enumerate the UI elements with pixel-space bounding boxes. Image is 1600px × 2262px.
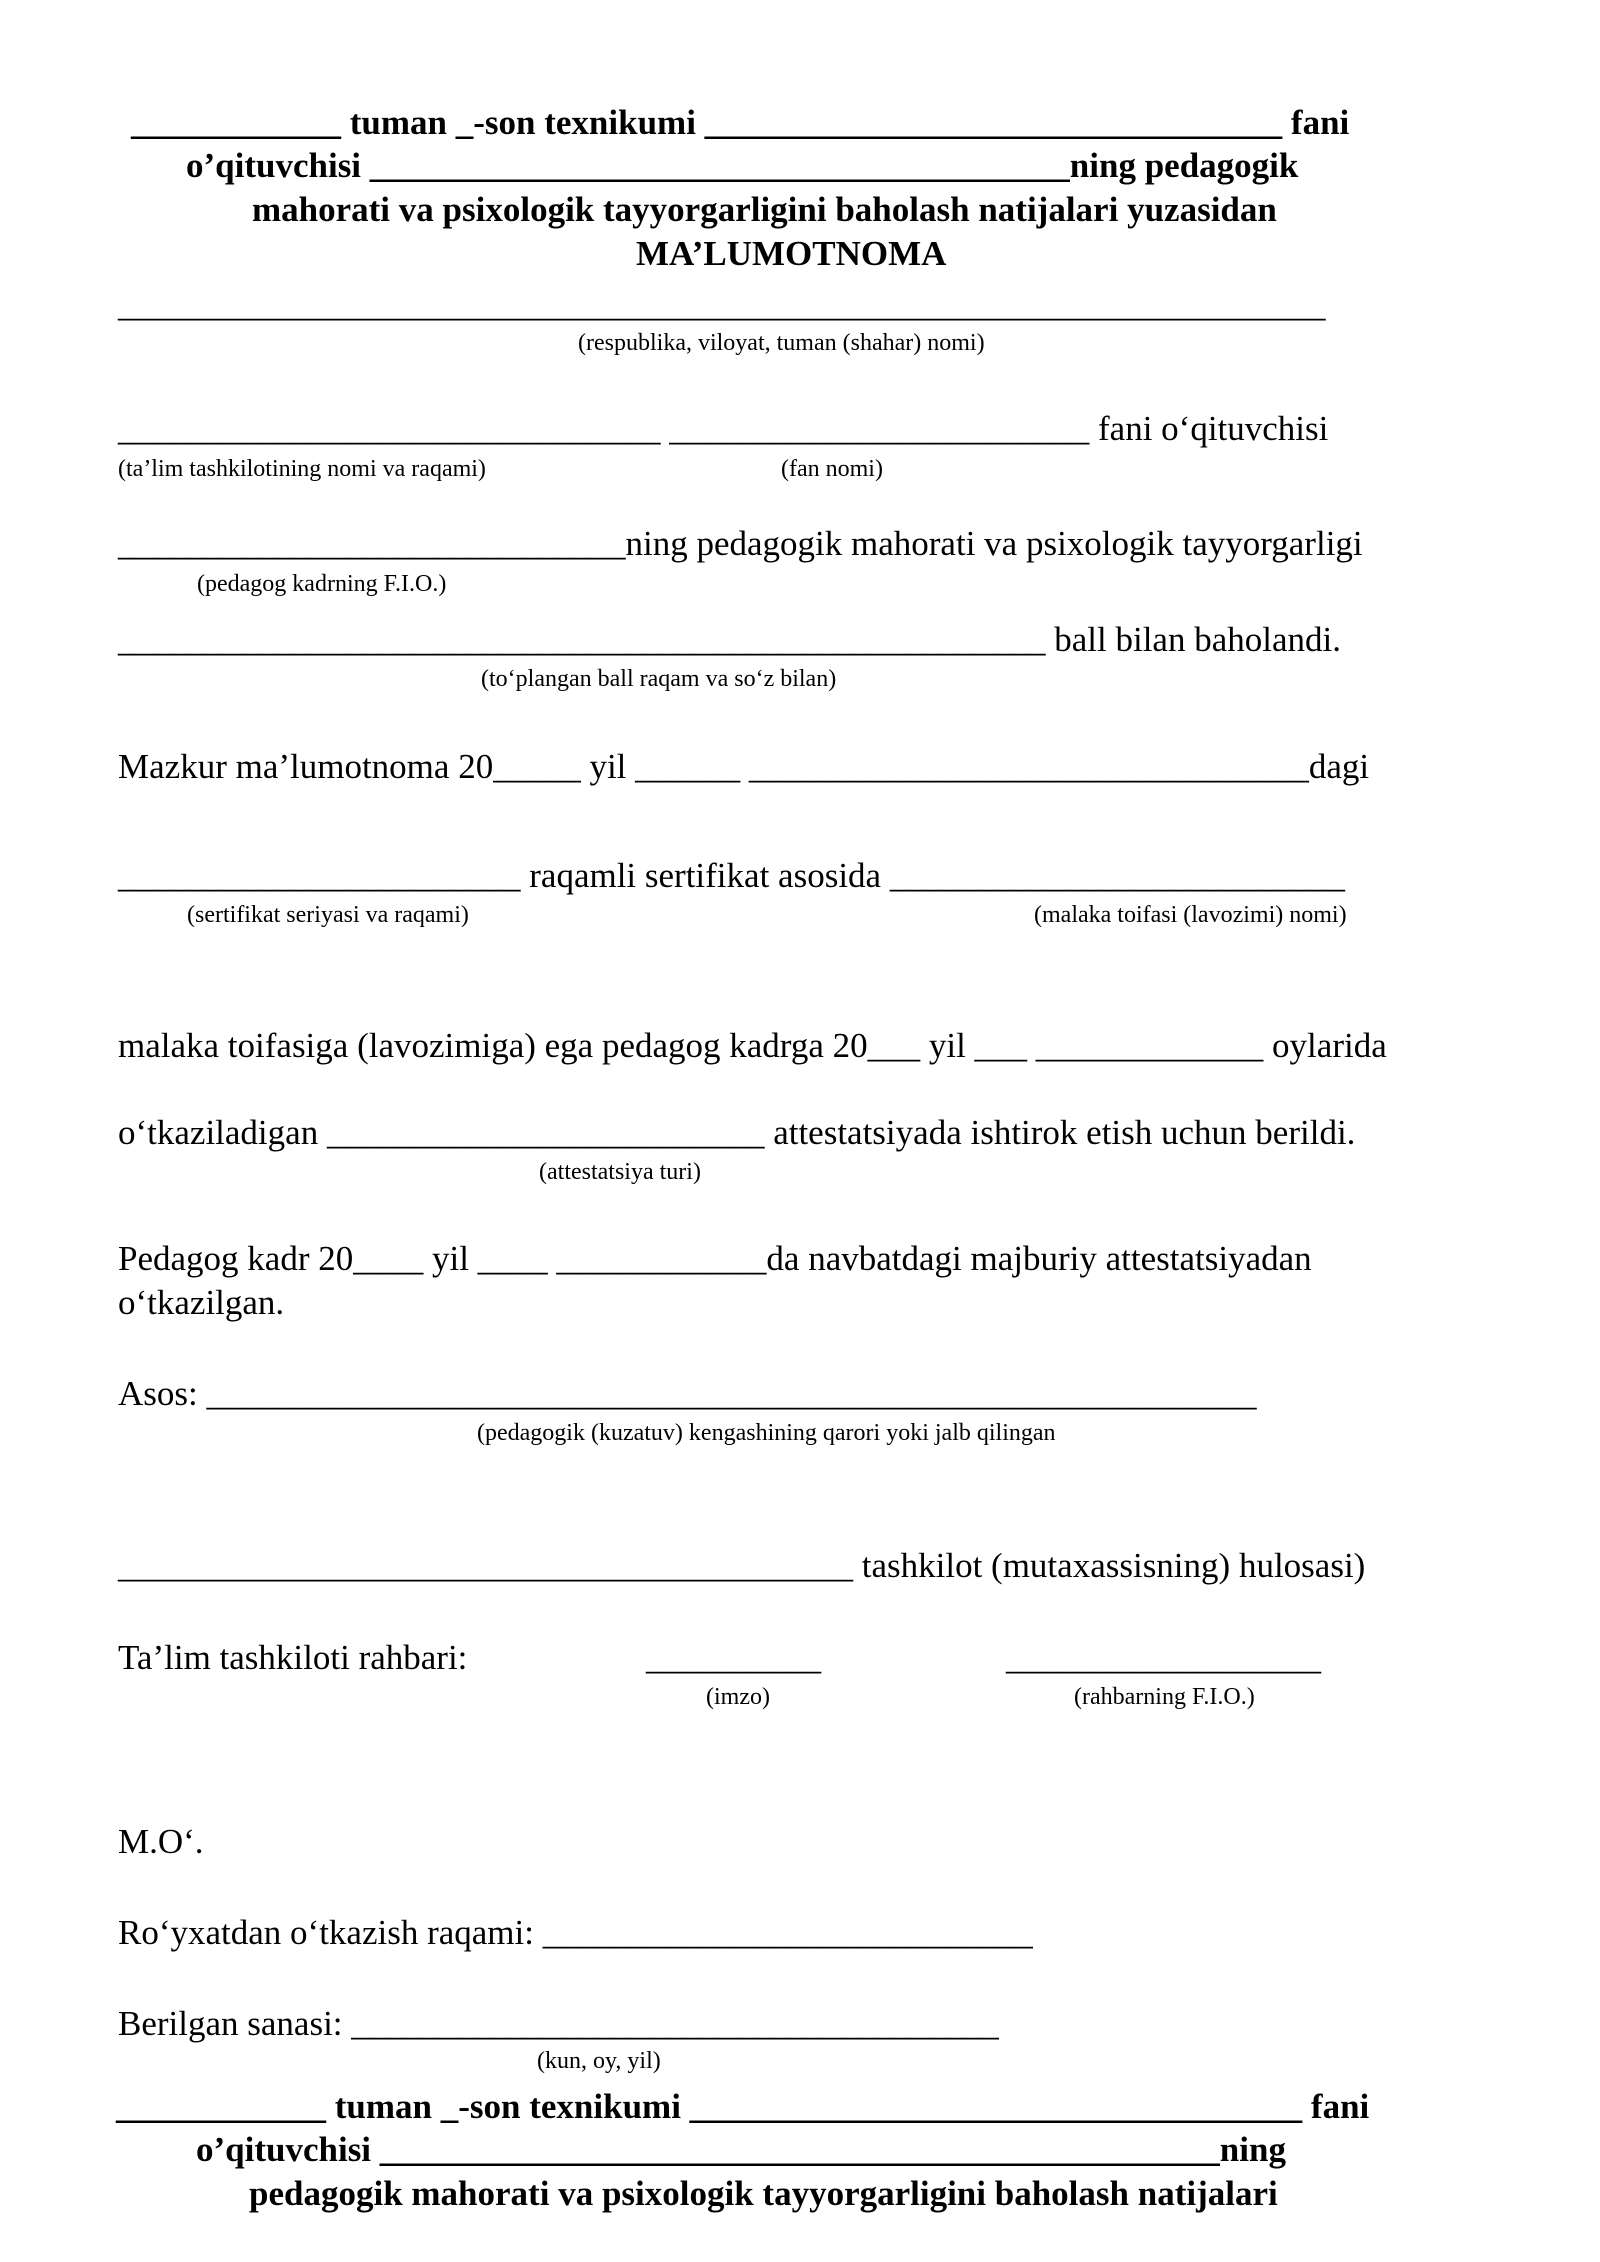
category-caption: (malaka toifasi (lavozimi) nomi) <box>1034 902 1347 928</box>
footer-header-line-2: o’qituvchisi ________________________________________________ning <box>196 2130 1286 2169</box>
footer-header-line-3: pedagogik mahorati va psixologik tayyorgarligini baholash natijalari <box>249 2174 1278 2213</box>
footer-header-line-1: ____________ tuman _-son texnikumi ___________________________________ fani <box>116 2087 1370 2126</box>
certificate-caption: (sertifikat seriyasi va raqami) <box>187 902 469 928</box>
teacher-line: _____________________________ning pedagogik mahorati va psixologik tayyorgarligi <box>118 524 1363 563</box>
months-line: malaka toifasiga (lavozimiga) ega pedagog kadrga 20___ yil ___ _____________ oylarida <box>118 1026 1387 1065</box>
subject-caption: (fan nomi) <box>781 456 883 482</box>
issued-line: Mazkur ma’lumotnoma 20_____ yil ______ ________________________________dagi <box>118 747 1370 786</box>
score-line: _____________________________________________________ ball bilan baholandi. <box>118 620 1341 659</box>
region-caption: (respublika, viloyat, tuman (shahar) nomi) <box>578 330 985 356</box>
signature-caption: (imzo) <box>706 1684 770 1710</box>
previous-attestation-line-1: Pedagog kadr 20____ yil ____ ____________da navbatdagi majburiy attestatsiyadan <box>118 1239 1312 1278</box>
header-line-2: o’qituvchisi ________________________________________ning pedagogik <box>186 146 1299 185</box>
score-caption: (to‘plangan ball raqam va so‘z bilan) <box>481 666 837 692</box>
basis-line: Asos: ____________________________________________________________ <box>118 1374 1257 1413</box>
attestation-caption: (attestatsiya turi) <box>539 1159 701 1185</box>
head-label: Ta’lim tashkiloti rahbari: <box>118 1638 468 1677</box>
header-line-3: mahorati va psixologik tayyorgarligini baholash natijalari yuzasidan <box>252 190 1277 229</box>
organization-subject-line: _______________________________ ________________________ fani o‘qituvchisi <box>118 409 1329 448</box>
head-name-caption: (rahbarning F.I.O.) <box>1074 1684 1255 1710</box>
conclusion-line: __________________________________________ tashkilot (mutaxassisning) hulosasi) <box>118 1546 1366 1585</box>
signature-blank: __________ <box>646 1638 821 1677</box>
stamp-label: M.O‘. <box>118 1822 204 1861</box>
certificate-line: _______________________ raqamli sertifikat asosida __________________________ <box>118 856 1345 895</box>
previous-attestation-line-2: o‘tkazilgan. <box>118 1283 285 1322</box>
teacher-caption: (pedagog kadrning F.I.O.) <box>197 571 447 597</box>
document-title: MA’LUMOTNOMA <box>636 234 947 273</box>
head-name-blank: __________________ <box>1006 1638 1321 1677</box>
basis-caption: (pedagogik (kuzatuv) kengashining qarori yoki jalb qilingan <box>477 1420 1056 1446</box>
registration-line: Ro‘yxatdan o‘tkazish raqami: ____________________________ <box>118 1913 1033 1952</box>
organization-caption: (ta’lim tashkilotining nomi va raqami) <box>118 456 486 482</box>
date-line: Berilgan sanasi: _____________________________________ <box>118 2004 999 2043</box>
date-caption: (kun, oy, yil) <box>537 2048 661 2074</box>
attestation-line: o‘tkaziladigan _________________________ attestatsiyada ishtirok etish uchun berildi. <box>118 1113 1356 1152</box>
region-blank: _____________________________________________________________________ <box>118 285 1326 324</box>
header-line-1: ____________ tuman _-son texnikumi _________________________________ fani <box>131 103 1350 142</box>
